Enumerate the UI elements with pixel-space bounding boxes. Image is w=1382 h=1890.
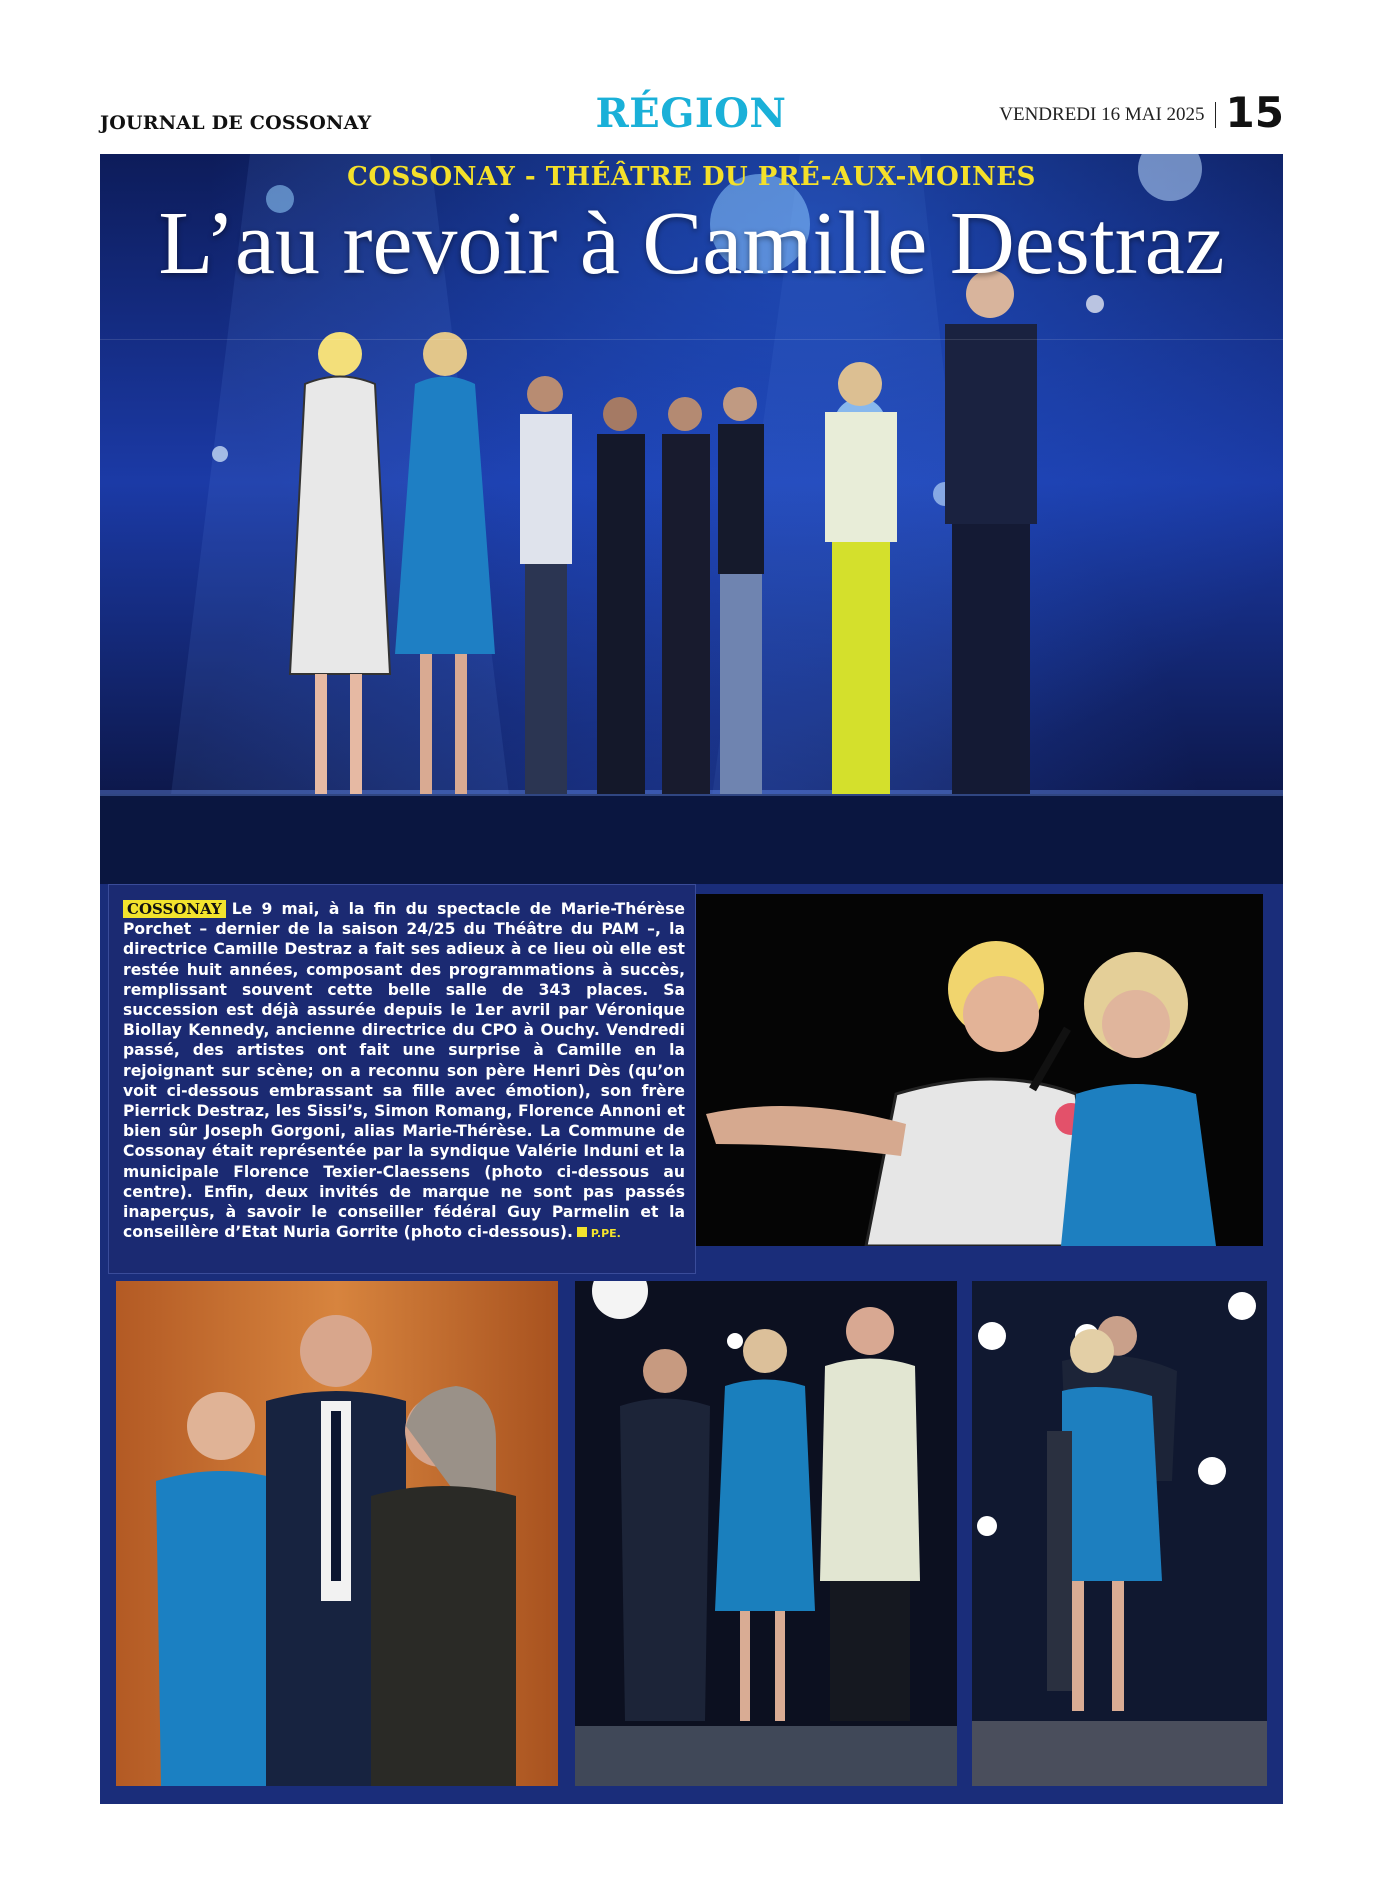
guests-illustration	[116, 1281, 558, 1786]
photo-guests-portrait	[116, 1281, 558, 1786]
date-page-block	[999, 88, 1284, 137]
article-byline: P.PE.	[590, 1227, 621, 1241]
article-body	[123, 899, 685, 1244]
end-mark-icon	[577, 1227, 587, 1237]
section-title: RÉGION	[595, 90, 787, 137]
issue-date: VENDREDI 16 MAI 2025	[999, 104, 1205, 125]
header-divider	[1215, 102, 1216, 128]
publication-name: JOURNAL DE COSSONAY	[100, 112, 372, 134]
photo-singers-closeup	[696, 894, 1263, 1246]
article-kicker: COSSONAY - THÉÂTRE DU PRÉ-AUX-MOINES	[347, 162, 1036, 192]
embrace-illustration	[972, 1281, 1267, 1786]
singers-illustration	[696, 894, 1263, 1246]
article-panel	[100, 154, 1283, 1804]
hero-stage-photo	[100, 154, 1283, 884]
article-headline: L’au revoir à Camille Destraz	[158, 194, 1225, 293]
page-number: 15	[1225, 88, 1284, 137]
article-text-box	[108, 884, 696, 1274]
photo-stage-speech	[575, 1281, 957, 1786]
stage-speech-illustration	[575, 1281, 957, 1786]
location-tag: COSSONAY	[123, 900, 226, 918]
hero-divider	[100, 339, 1283, 340]
photo-father-embrace	[972, 1281, 1267, 1786]
article-body-text: Le 9 mai, à la fin du spectacle de Marie-Thérèse Porchet – dernier de la saison 24/25 du Théâtre du PAM –, la directrice Camille Destraz a fait ses adieux à ce lieu où elle est restée huit années, composant des programmations à succès, remplissant souvent cette belle salle de 343 places. Sa succession est déjà assurée depuis le 1er avril par Véronique Biollay Kennedy, ancienne directrice du CPO à Ouchy. Vendredi passé, des artistes ont fait une surprise à Camille en la rejoignant sur scène; on a reconnu son père Henri Dès (qu’on voit ci-dessous embrassant sa fille avec émotion), son frère Pierrick Destraz, les Sissi’s, Simon Romang, Florence Annoni et bien sûr Joseph Gorgoni, alias Marie-Thérèse. La Commune de Cossonay était représentée par la syndique Valérie Induni et la municipale Florence Texier-Claessens (photo ci-dessous au centre). Enfin, deux invités de marque ne sont pas passés inaperçus, à savoir le conseiller fédéral Guy Parmelin et la conseillère d’Etat Nuria Gorrite (photo ci-dessous).	[123, 900, 685, 1242]
